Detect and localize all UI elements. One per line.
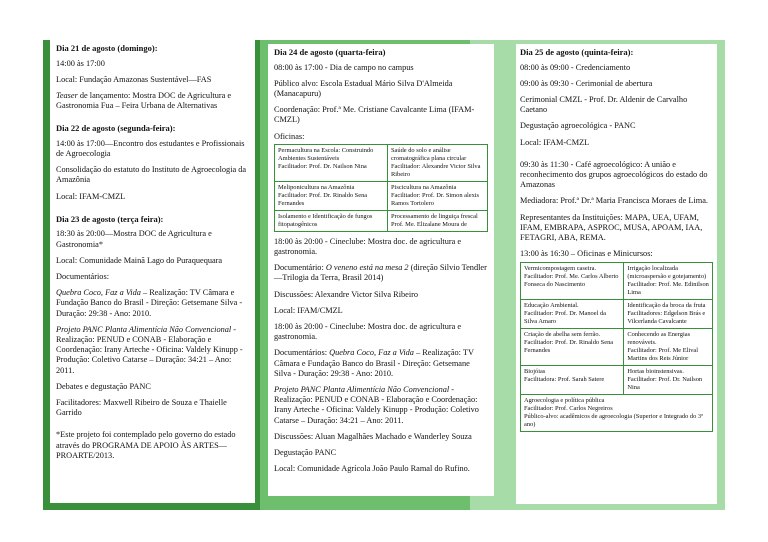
facilitadores: Facilitadores: Maxwell Ribeiro de Souza e Thaielle Garrido: [56, 397, 227, 418]
day21-title: Dia 21 de agosto (domingo):: [56, 43, 158, 53]
day21-teaser: Teaser de lançamento: Mostra DOC de Agricultura e Gastronomia Fua – Feira Urbana de Alternativas: [56, 90, 232, 111]
docs-label: Documentários:: [56, 271, 109, 281]
table-cell: Saúde do solo e análise cromatográfica plana circular Facilitador: Alexandre Victor Silva Ribeiro: [387, 144, 487, 181]
oficinas-label: Oficinas:: [274, 131, 305, 141]
day21-time: 14:00 às 17:00: [56, 58, 105, 68]
column-day-21-23: [50, 40, 255, 503]
day22-item1: 14:00 às 17:00—Encontro dos estudantes e Profissionais de Agroecologia: [56, 138, 245, 159]
documentarios-2: Documentários: Quebra Coco, Faz a Vida – Realização: TV Câmara e Fundação Banco do Brasil - Direção: Getsemane Silva - Duração: 29:38 - Ano: 2010.: [274, 348, 474, 378]
discussoes-1: Discussões: Alexandre Victor Silva Ribeiro: [274, 289, 419, 299]
doc2: Projeto PANC Planta Alimentícia Não Convencional - Realização: PENUD e CONAB - Elaboração e Coordenação: Irany Arteche - Oficina: Valdely Kinupp - Produção: Coletivo Catarse – Duração: 34:21 – Ano: 2011.: [56, 324, 243, 375]
table-cell: Meliponicultura na Amazônia Facilitador: Prof. Dr. Rinaldo Sena Fernandes: [275, 181, 388, 210]
degustacao: Degustação PANC: [274, 447, 337, 457]
day24-l1: 08:00 às 17:00 - Dia de campo no campus: [274, 62, 414, 72]
day22-local: Local: IFAM-CMZL: [56, 191, 126, 201]
table-cell: Biojóias Facilitadora: Prof. Sarah Satere: [521, 366, 624, 395]
minicursos-table: [520, 262, 713, 432]
table-row: [275, 210, 488, 231]
table-row: [521, 329, 713, 366]
table-cell: Educação Ambiental. Facilitador: Prof. Dr. Manoel da Silva Amaro: [521, 300, 624, 329]
oficinas-table: [274, 144, 488, 232]
table-cell: Identificação da broca da fruta Facilitadores: Edgelson Brás e Vilcerlanda Cavalcante: [624, 300, 713, 329]
day25-r3: Cerimonial CMZL - Prof. Dr. Aldenir de Carvalho Caetano: [520, 94, 688, 115]
column-day-24: [268, 44, 494, 496]
debates: Debates e degustação PANC: [56, 381, 151, 391]
day22-item2: Consolidação do estatuto do Instituto de Agroecologia da Amazônia: [56, 165, 247, 185]
day24-l3: Coordenação: Prof.ª Me. Cristiane Cavalcante Lima (IFAM-CMZL): [274, 105, 475, 125]
day25-r8: Representantes da Instituições: MAPA, UEA, UFAM, IFAM, EMBRAPA, ASPROC, MUSA, APOAM, IAA, FETAGRI, ABA, REMA.: [520, 212, 703, 242]
local-2: Local: Comunidade Agrícola João Paulo Ramal do Rufino.: [274, 464, 470, 474]
day25-r2: 09:00 às 09:30 - Cerimonial de abertura: [520, 78, 653, 88]
table-row: [275, 144, 488, 181]
day25-r4: Degustação agroecológica - PANC: [520, 121, 636, 131]
documentario-1: Documentário: O veneno está na mesa 2 (direção Silvio Tendler—Trilogia da Terra, Brasil 2014): [274, 263, 487, 283]
day23-local: Local: Comunidade Mainã Lago do Puraquequara: [56, 255, 223, 265]
table-cell: Vermicompostagem caseira. Facilitador: Prof. Me. Carlos Alberto Fonseca do Nascimento: [521, 263, 624, 300]
cineclube-2: 18:00 às 20:00 - Cineclube: Mostra doc. de agricultura e gastronomia.: [274, 321, 462, 342]
day25-r1: 08:00 às 09:00 - Credenciamento: [520, 62, 631, 72]
day25-r5: Local: IFAM-CMZL: [520, 137, 590, 147]
table-cell: Isolamento e Identificação de fungos fitopatogênicos: [275, 210, 388, 231]
table-row: [521, 395, 713, 432]
day22-title: Dia 22 de agosto (segunda-feira):: [56, 123, 176, 134]
doc1: Quebra Coco, Faz a Vida – Realização: TV Câmara e Fundação Banco do Brasil - Direção: Getsemane Silva - Duração: 29:38 - Ano: 2010.: [56, 288, 243, 318]
discussoes-2: Discussões: Aluan Magalhães Machado e Wanderley Souza: [274, 431, 472, 441]
footnote: *Este projeto foi contemplado pelo governo do estado através do PROGRAMA DE APOIO ÀS ARTES—PROARTE/2013.: [56, 430, 236, 460]
table-row: [521, 300, 713, 329]
table-cell: Processamento de linguiça frescal Prof. Me. Elizalane Moura de: [387, 210, 487, 231]
local-1: Local: IFAM/CMZL: [274, 305, 343, 315]
table-row: [275, 181, 488, 210]
day25-title: Dia 25 de agosto (quinta-feira):: [520, 47, 634, 57]
table-row: [521, 263, 713, 300]
table-cell: Permacultura na Escola: Construindo Ambientes Sustentáveis Facilitador: Prof. Dr. Nailson Nina: [275, 144, 388, 181]
day25-r9: 13:00 às 16:30 – Oficinas e Minicursos:: [520, 249, 653, 259]
table-cell: Hortas bioinstensivas. Facilitador: Prof. Dr. Nailson Nina: [624, 366, 713, 395]
table-cell: Conhecendo as Energias renováveis. Facilitador: Prof. Me Elival Martins dos Reis Júnior: [624, 329, 713, 366]
table-row: [521, 366, 713, 395]
column-day-25: [516, 44, 717, 504]
projeto-panc: Projeto PANC Planta Alimentícia Não Convencional - Realização: PENUD e CONAB - Elaboração e Coordenação: Irany Arteche - Oficina: Valdely Kinupp - Produção: Coletivo Catarse – Duração: 34:21 – Ano: 2011.: [274, 384, 479, 425]
cineclube-1: 18:00 às 20:00 - Cineclube: Mostra doc. de agricultura e gastronomia.: [274, 236, 462, 256]
day21-local: Local: Fundação Amazonas Sustentável—FAS: [56, 74, 212, 84]
table-cell: Criação de abelha sem ferrão. Facilitador: Prof. Dr. Rinaldo Sena Fernandes: [521, 329, 624, 366]
day25-r7: Mediadora: Prof.ª Dr.ª Maria Francisca Moraes de Lima.: [520, 196, 708, 206]
day23-title: Dia 23 de agosto (terça feira):: [56, 213, 164, 224]
table-cell: Irrigação localizada (microaspersão e gotejamento) Facilitador: Prof. Me. Edinilson Lima: [624, 263, 713, 300]
table-cell: Piscicultura na Amazônia Facilitador: Prof. Dr. Simon alexis Ramos Tortolero: [387, 181, 487, 210]
day25-r6: 09:30 às 11:30 - Café agroecológico: A união e reconhecimento dos grupos agroecológicos do estado do Amazonas: [520, 159, 708, 190]
day24-title: Dia 24 de agosto (quarta-feira): [274, 47, 386, 57]
table-cell: Agroecologia e política pública Facilitador: Prof. Carlos Negreiros Público-alvo: acadêmicos de agroecologia (Superior e Integrado do 3º ano): [521, 395, 713, 432]
day23-item1: 18:30 às 20:00—Mostra DOC de Agricultura e Gastronomia*: [56, 229, 212, 249]
day24-l2: Público alvo: Escola Estadual Mário Silva D'Almeida (Manacapuru): [274, 78, 453, 98]
